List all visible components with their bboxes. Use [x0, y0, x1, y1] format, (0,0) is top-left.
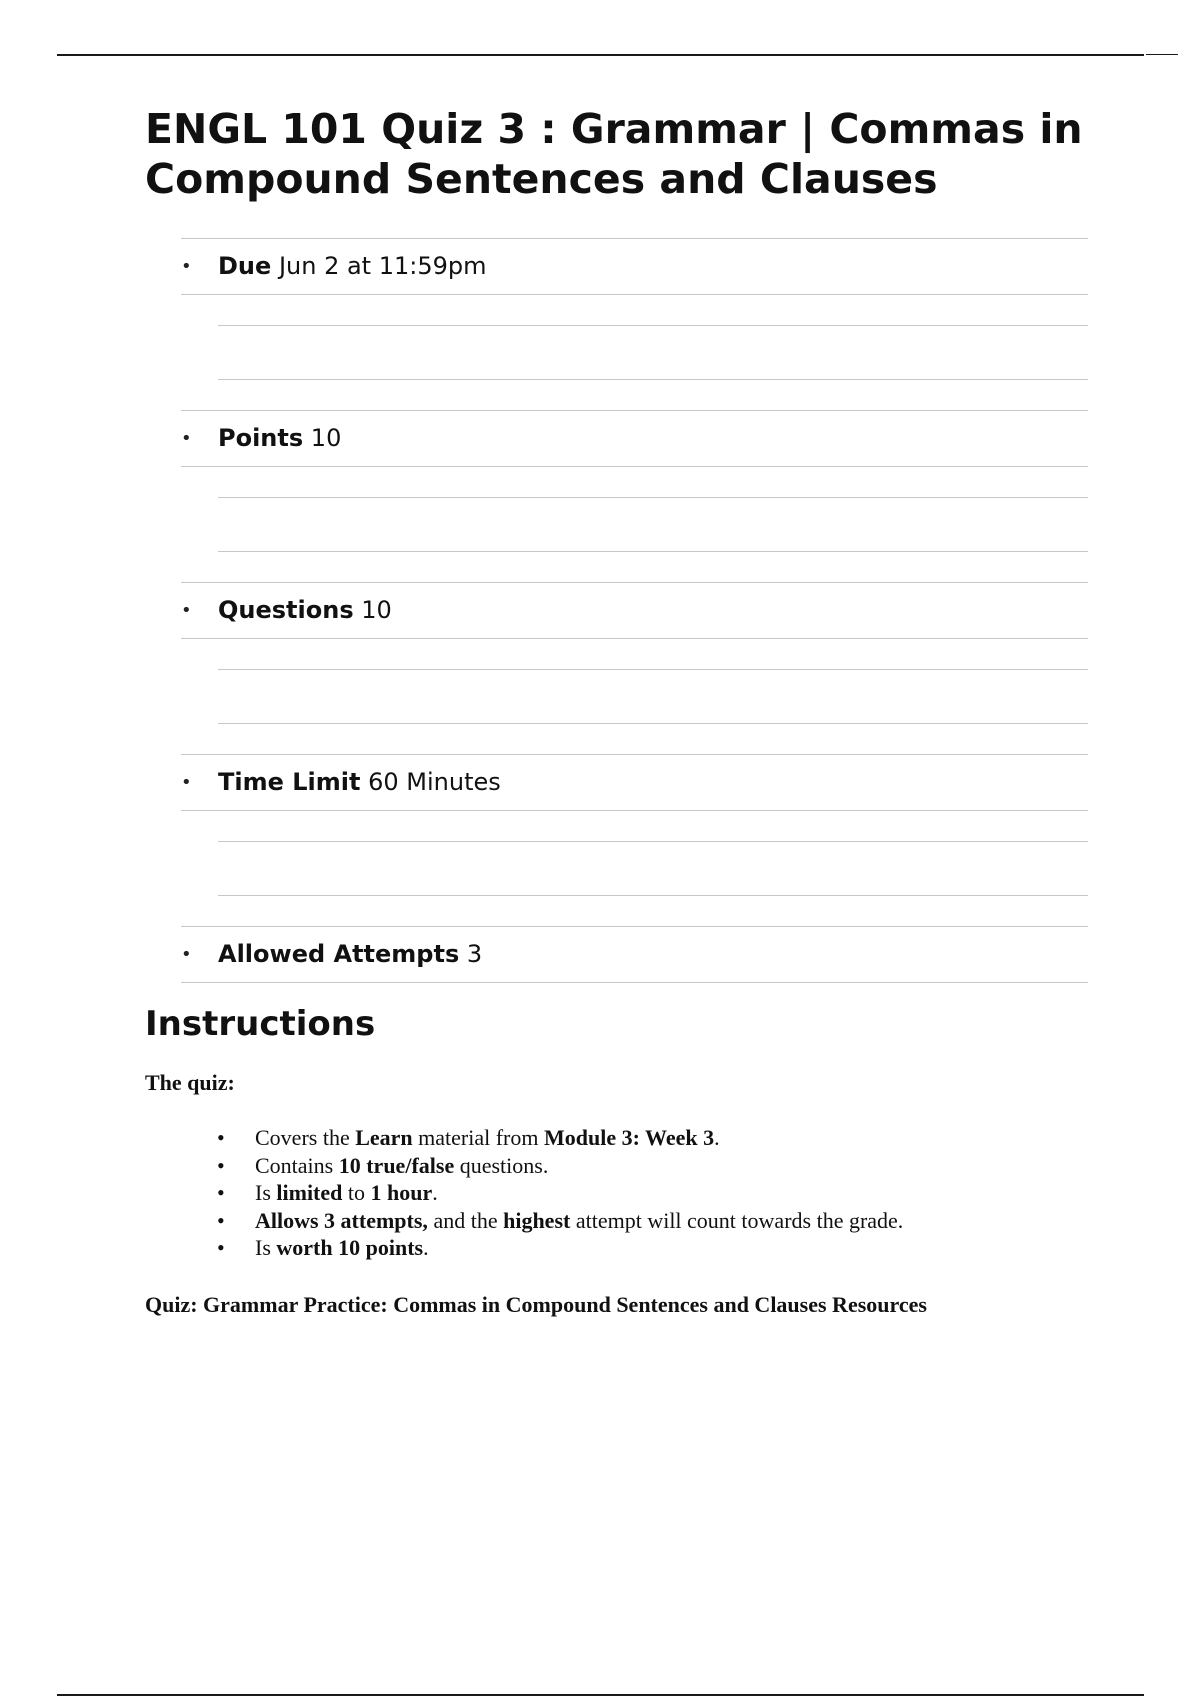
instruction-item: • Is limited to 1 hour. [217, 1180, 438, 1205]
detail-allowed-attempts [181, 926, 1088, 983]
divider [218, 669, 1088, 670]
bullet-icon: • [181, 600, 192, 621]
bullet-icon: • [217, 1235, 225, 1260]
bullet-icon: • [181, 428, 192, 449]
detail-value: 10 [361, 596, 392, 624]
divider [218, 325, 1088, 326]
detail-label: Questions [218, 596, 354, 624]
instruction-item: • Contains 10 true/false questions. [217, 1152, 549, 1178]
detail-points [181, 410, 1088, 582]
divider [218, 723, 1088, 724]
bullet-icon: • [217, 1152, 225, 1178]
divider [218, 551, 1088, 552]
divider [218, 497, 1088, 498]
detail-label: Points [218, 424, 304, 452]
divider [218, 895, 1088, 896]
bottom-rule [57, 1694, 1144, 1696]
divider [218, 841, 1088, 842]
bullet-icon: • [181, 772, 192, 793]
detail-value: 3 [466, 940, 483, 968]
detail-due [181, 238, 1088, 410]
bullet-icon: • [181, 944, 192, 965]
bullet-icon: • [217, 1207, 225, 1233]
quiz-intro: The quiz: [145, 1070, 235, 1095]
quiz-details-list [181, 238, 1088, 983]
detail-value: Jun 2 at 11:59pm [278, 252, 487, 280]
detail-value: 60 Minutes [368, 768, 501, 796]
instruction-item: • Covers the Learn material from Module 3: Week 3. [217, 1125, 720, 1150]
detail-label: Allowed Attempts [218, 940, 460, 968]
page-title: ENGL 101 Quiz 3 : Grammar | Commas in Compound Sentences and Clauses [145, 105, 1083, 203]
instruction-item: • Is worth 10 points. [217, 1235, 429, 1260]
instructions-list [217, 1124, 903, 1262]
bullet-icon: • [181, 256, 192, 277]
top-rule [57, 54, 1144, 56]
instructions-heading: Instructions [145, 1004, 376, 1044]
divider [218, 379, 1088, 380]
detail-time-limit [181, 754, 1088, 926]
detail-label: Time Limit [218, 768, 361, 796]
detail-questions [181, 582, 1088, 754]
bullet-icon: • [217, 1125, 225, 1150]
detail-label: Due [218, 252, 272, 280]
instruction-item: • Allows 3 attempts, and the highest attempt will count towards the grade. [217, 1207, 904, 1233]
bullet-icon: • [217, 1180, 225, 1205]
resources-heading: Quiz: Grammar Practice: Commas in Compound Sentences and Clauses Resources [145, 1292, 927, 1317]
top-rule-tail [1146, 54, 1178, 55]
detail-value: 10 [310, 424, 342, 452]
